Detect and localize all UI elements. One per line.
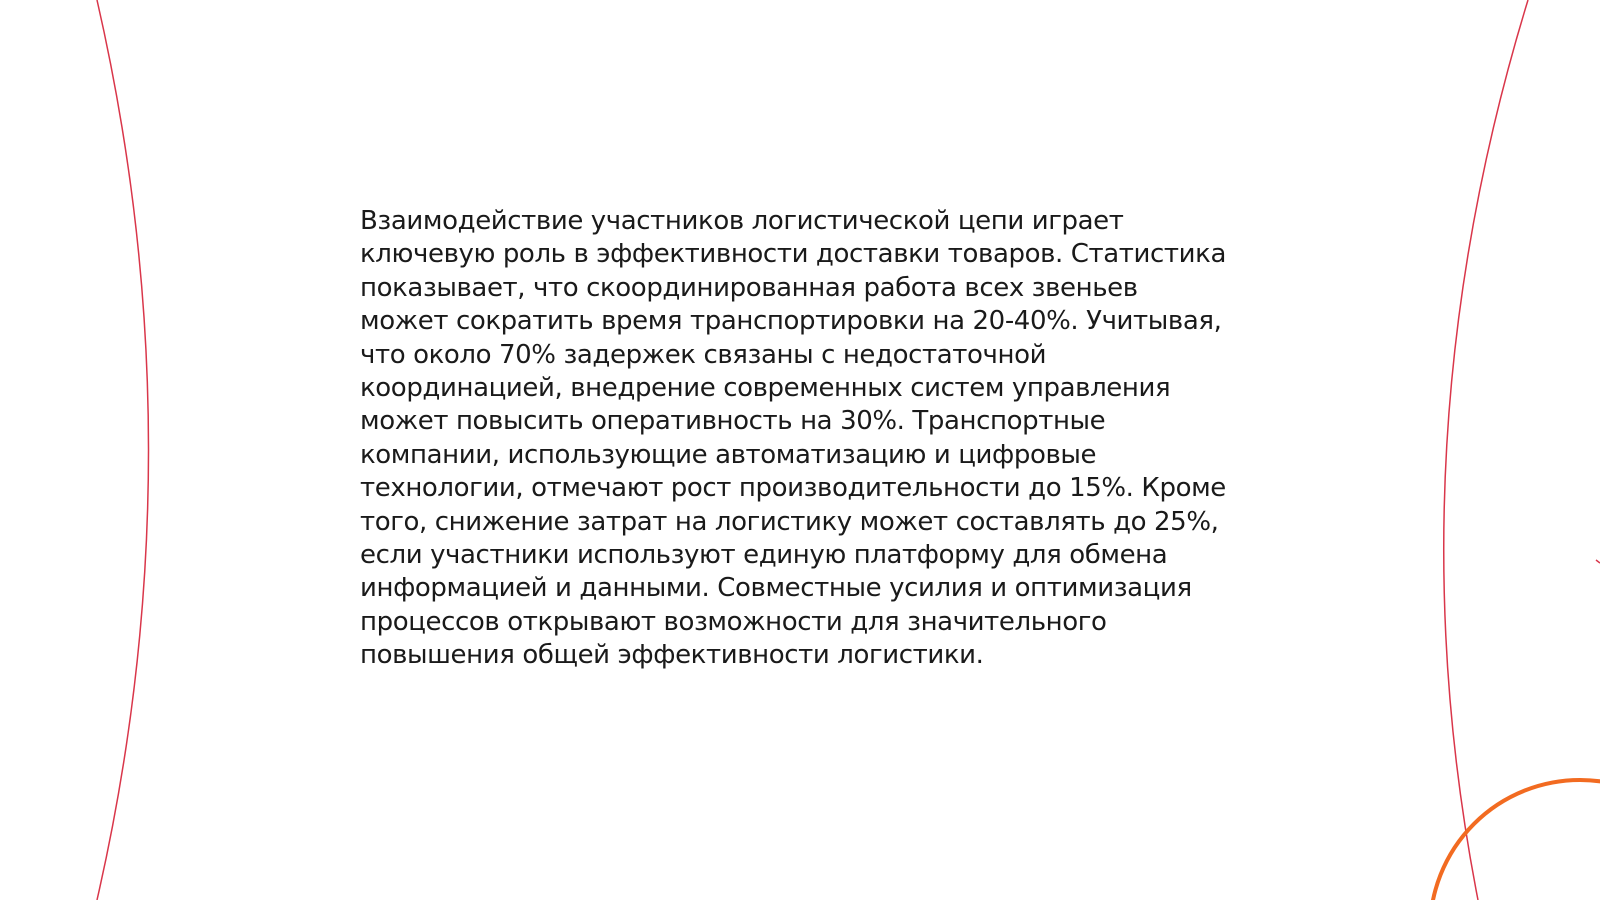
right-curve-line	[1444, 0, 1528, 900]
left-curve-line	[97, 0, 149, 900]
body-paragraph: Взаимодействие участников логистической цепи играет ключевую роль в эффективности доставки товаров. Статистика показывает, что скоординированная работа всех звеньев может сократить время транспортировки на 20-40%. Учитывая, что около 70% задержек связаны с недостаточной координацией, внедрение современных систем управления может повысить оперативность на 30%. Транспортные компании, использующие автоматизацию и цифровые технологии, отмечают рост производительности до 15%. Кроме того, снижение затрат на логистику может составлять до 25%, если участники используют единую платформу для обмена информацией и данными. Совместные усилия и оптимизация процессов открывают возможности для значительного повышения общей эффективности логистики.	[360, 206, 1227, 671]
orange-circle-arc	[1430, 780, 1600, 900]
small-right-mark	[1596, 560, 1600, 563]
